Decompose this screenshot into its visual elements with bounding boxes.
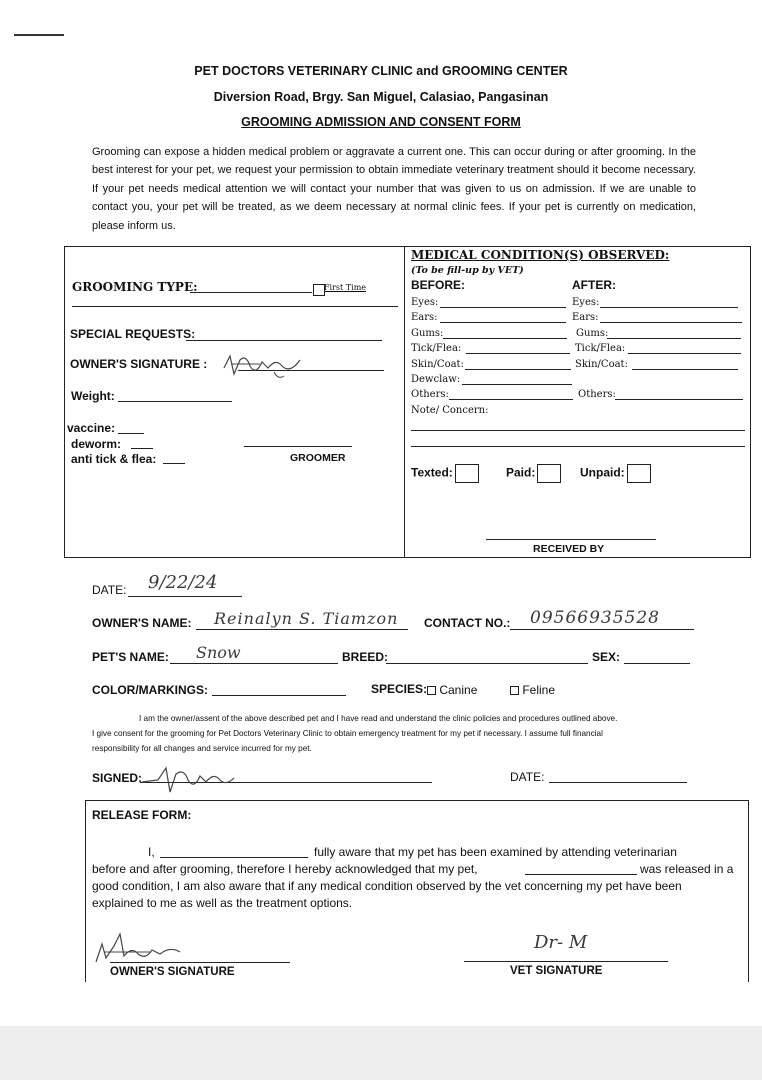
after-others-field[interactable] [615, 399, 743, 400]
signed-label: SIGNED: [92, 771, 143, 785]
before-ears-field[interactable] [440, 322, 566, 323]
after-gums-label: Gums: [576, 328, 609, 339]
after-ears-label: Ears: [572, 312, 599, 323]
grooming-type-label: GROOMING TYPE: [72, 280, 198, 294]
vaccine-label: vaccine: [67, 421, 116, 435]
canine-label: Canine [439, 683, 478, 697]
contact-value: 09566935528 [530, 608, 660, 628]
owner-name-value: Reinalyn S. Tiamzon [214, 609, 399, 628]
after-ears-field[interactable] [600, 322, 742, 323]
medical-heading: MEDICAL CONDITION(S) OBSERVED: [411, 248, 670, 262]
clinic-address: Diversion Road, Brgy. San Miguel, Calasiao, Pangasinan [213, 90, 549, 104]
before-heading: BEFORE: [411, 278, 465, 292]
before-others-field[interactable] [449, 399, 573, 400]
anti-tick-field[interactable] [163, 463, 185, 464]
contact-label: CONTACT NO.: [424, 616, 511, 630]
scan-shadow [0, 1026, 762, 1080]
before-gums-field[interactable] [443, 338, 567, 339]
texted-label: Texted: [411, 465, 453, 480]
before-skincoat-field[interactable] [465, 369, 571, 370]
release-i-label: I, [148, 845, 155, 859]
release-owner-scribble [90, 932, 190, 966]
after-heading: AFTER: [572, 278, 616, 292]
paid-item [506, 464, 561, 483]
release-name-field[interactable] [160, 857, 308, 858]
before-others-label: Others: [411, 389, 449, 400]
special-requests-field[interactable] [186, 340, 382, 341]
feline-checkbox[interactable] [510, 686, 519, 695]
received-by-field[interactable] [486, 539, 656, 540]
sex-label: SEX: [592, 650, 621, 664]
texted-item [411, 464, 479, 483]
date-field[interactable] [128, 596, 242, 597]
first-time-label: First Time [324, 283, 367, 292]
feline-label: Feline [522, 683, 556, 697]
intro-paragraph: Grooming can expose a hidden medical problem or aggravate a current one. This can occur during or after grooming. In the best interest for your pet, we request your permission to obtain immediate veterinary treatment should it become necessary. If your pet needs medical attention we will contact your number that was given to us on admission. If we are unable to contact you, your pet will be treated, as we deem necessary at normal clinic fees. If your pet is currently on medication, please inform us. [92, 146, 696, 232]
before-dewclaw-label: Dewclaw: [411, 374, 461, 385]
after-tickflea-field[interactable] [628, 353, 741, 354]
signed-scribble [140, 764, 236, 798]
owner-signature-label: OWNER'S SIGNATURE : [70, 357, 208, 371]
feline-option[interactable] [510, 683, 555, 697]
after-tickflea-label: Tick/Flea: [575, 343, 626, 354]
clinic-name: PET DOCTORS VETERINARY CLINIC and GROOMING CENTER [194, 64, 568, 78]
received-by-label: RECEIVED BY [533, 543, 605, 555]
vaccine-field[interactable] [118, 433, 144, 434]
color-markings-label: COLOR/MARKINGS: [92, 683, 208, 697]
release-text-a: fully aware that my pet has been examined by attending veterinarian [314, 845, 677, 859]
after-gums-field[interactable] [607, 338, 741, 339]
before-tickflea-label: Tick/Flea: [411, 343, 462, 354]
release-title: RELEASE FORM: [92, 808, 192, 822]
deworm-field[interactable] [131, 448, 153, 449]
after-skincoat-field[interactable] [632, 369, 738, 370]
consent-line-1: I am the owner/assent of the above described pet and I have read and understand the clinic policies and procedures outlined above. [139, 714, 618, 723]
before-skincoat-label: Skin/Coat: [411, 359, 464, 370]
after-eyes-label: Eyes: [572, 297, 600, 308]
weight-field[interactable] [118, 401, 232, 402]
unpaid-label: Unpaid: [580, 465, 625, 480]
deworm-label: deworm: [71, 437, 122, 451]
release-owner-label: OWNER'S SIGNATURE [110, 966, 235, 978]
before-eyes-field[interactable] [440, 307, 566, 308]
groomer-label: GROOMER [290, 452, 346, 464]
release-text-b: before and after grooming, therefore I hereby acknowledged that my pet, [92, 862, 478, 876]
scan-mark [14, 34, 64, 36]
groomer-signature-field[interactable] [244, 446, 352, 447]
note-concern-label: Note/ Concern: [411, 405, 489, 416]
date-value: 9/22/24 [148, 572, 218, 593]
before-tickflea-field[interactable] [466, 353, 570, 354]
before-ears-label: Ears: [411, 312, 438, 323]
color-markings-field[interactable] [212, 695, 346, 696]
vet-signature-value: Dr- M [534, 932, 588, 953]
vet-subheading: (To be fill-up by VET) [411, 265, 524, 276]
owner-name-field[interactable] [196, 629, 408, 630]
consent-date-label: DATE: [510, 770, 545, 784]
note-line-1[interactable] [411, 430, 745, 431]
form-title: GROOMING ADMISSION AND CONSENT FORM [241, 115, 521, 129]
owner-signature-scribble [220, 350, 304, 382]
grooming-type-field[interactable] [190, 292, 312, 293]
before-dewclaw-field[interactable] [462, 384, 572, 385]
breed-label: BREED: [342, 650, 389, 664]
note-line-2[interactable] [411, 446, 745, 447]
vet-signature-label: VET SIGNATURE [510, 965, 603, 977]
consent-line-2: I give consent for the grooming for Pet Doctors Veterinary Clinic to obtain emergency treatment for my pet if necessary. I assume full financial [92, 729, 603, 738]
before-eyes-label: Eyes: [411, 297, 439, 308]
after-eyes-field[interactable] [600, 307, 738, 308]
grooming-type-field-2[interactable] [72, 306, 398, 307]
paid-checkbox[interactable] [537, 464, 561, 483]
consent-date-field[interactable] [549, 782, 687, 783]
weight-label: Weight: [71, 389, 115, 403]
pet-name-field[interactable] [170, 663, 338, 664]
release-text-d: good condition, I am also aware that if any medical condition observed by the vet concerning my pet have been [92, 879, 682, 893]
consent-line-3: responsibility for all changes and service incurred for my pet. [92, 744, 312, 753]
species-label: SPECIES: [371, 682, 428, 696]
before-gums-label: Gums: [411, 328, 444, 339]
panel-divider [404, 246, 405, 558]
release-owner-field[interactable] [110, 962, 290, 963]
release-text-c: was released in a [640, 862, 734, 876]
texted-checkbox[interactable] [455, 464, 479, 483]
pet-name-value: Snow [196, 643, 241, 662]
release-pet-field[interactable] [525, 874, 637, 875]
owner-name-label: OWNER'S NAME: [92, 616, 192, 630]
canine-option[interactable] [427, 683, 477, 697]
breed-field[interactable] [386, 663, 588, 664]
paid-label: Paid: [506, 465, 536, 480]
contact-field[interactable] [510, 629, 694, 630]
date-label: DATE: [92, 583, 127, 597]
special-requests-label: SPECIAL REQUESTS: [70, 327, 196, 341]
after-others-label: Others: [578, 389, 616, 400]
anti-tick-label: anti tick & flea: [71, 452, 157, 466]
sex-field[interactable] [624, 663, 690, 664]
after-skincoat-label: Skin/Coat: [575, 359, 628, 370]
canine-checkbox[interactable] [427, 686, 436, 695]
unpaid-checkbox[interactable] [627, 464, 651, 483]
pet-name-label: PET'S NAME: [92, 650, 169, 664]
vet-signature-field[interactable] [464, 961, 668, 962]
release-text-e: explained to me as well as the treatment options. [92, 896, 353, 910]
unpaid-item [580, 464, 651, 483]
